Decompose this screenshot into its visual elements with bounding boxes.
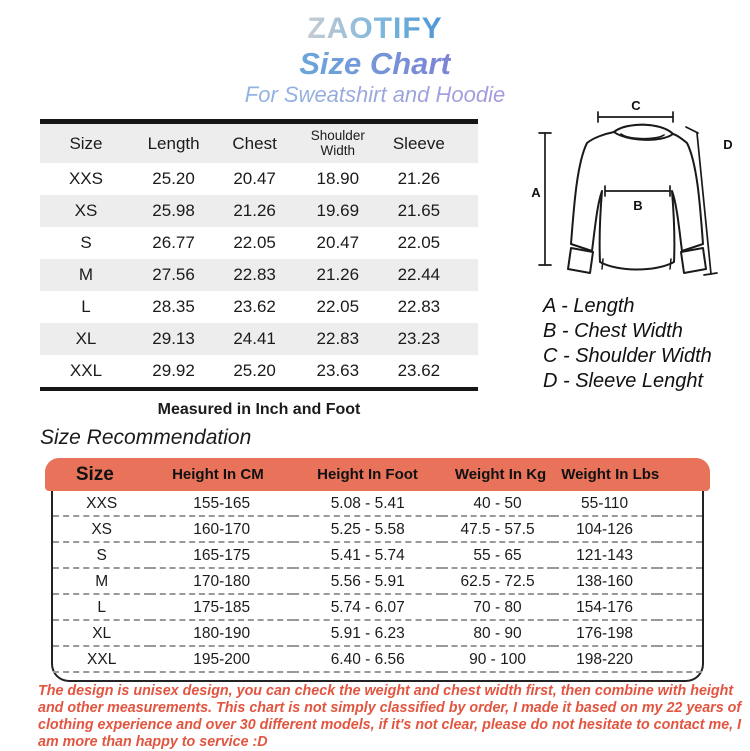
spacer-cell [456,291,478,323]
measurement-row [40,355,478,389]
spacer-cell [657,516,702,542]
recommendation-row [53,594,702,620]
weight-kg-cell: 70 - 80 [442,594,552,620]
weight-lbs-cell: 154-176 [553,594,657,620]
column-header-weight-kg: Weight In Kg [454,466,547,483]
brand-text: ZAOTIFY [307,12,443,45]
spacer-cell [657,491,702,516]
weight-lbs-cell: 121-143 [553,542,657,568]
chest-cell: 24.41 [233,329,276,348]
column-header-height-foot: Height In Foot [317,466,418,483]
sleeve-cell: 21.65 [397,201,441,220]
column-header-weight-lbs: Weight In Lbs [561,466,660,483]
spacer-cell [657,568,702,594]
shoulder-width-cell: 22.83 [316,329,360,348]
shoulder-width-cell: 18.90 [316,169,360,188]
size-cell: M [53,568,150,594]
size-cell: L [81,297,91,316]
measurement-row [40,259,478,291]
diagram-legend [543,294,712,394]
column-header-sleeve: Sleeve [382,122,456,164]
sleeve-cell: 23.23 [397,329,441,348]
recommendation-table-body [51,491,704,682]
height-foot-cell: 6.40 - 6.56 [293,646,442,672]
chest-cell: 22.05 [233,233,276,252]
weight-lbs-cell: 176-198 [553,620,657,646]
spacer-cell [456,122,478,164]
footer-note [38,683,750,751]
size-cell: M [78,265,94,284]
weight-kg-cell: 55 - 65 [442,542,552,568]
length-cell: 27.56 [152,265,195,284]
diagram-label-c: C [631,98,641,113]
column-header-length: Length [132,122,215,164]
spacer-cell [657,620,702,646]
sleeve-cell: 22.05 [397,233,441,252]
column-header-shoulder-width: Shoulder Width [294,122,382,164]
chest-cell: 23.62 [233,297,276,316]
spacer-cell [456,227,478,259]
length-cell: 28.35 [152,297,195,316]
chest-cell: 22.83 [233,265,276,284]
height-cm-cell: 175-185 [150,594,293,620]
height-foot-cell: 5.91 - 6.23 [293,620,442,646]
height-foot-cell: 5.41 - 5.74 [293,542,442,568]
height-cm-cell: 165-175 [150,542,293,568]
measurement-row [40,291,478,323]
weight-kg-cell: 40 - 50 [442,491,552,516]
column-header-height-cm: Height In CM [172,466,264,483]
sleeve-cell: 21.26 [397,169,441,188]
size-cell: XXL [69,361,103,380]
recommendation-row [53,568,702,594]
page-title [0,46,750,82]
footer-note-line: and other measurements. This chart is not simply classified by order, I made it based on my 22 years of [38,700,742,716]
diagram-label-b: B [633,198,643,213]
left-cuff [568,248,593,273]
shoulder-width-cell: 23.63 [316,361,360,380]
brand-title [0,12,750,46]
chest-cell: 21.26 [233,201,276,220]
size-cell: S [80,233,92,252]
footer-note-line: clothing experience and over 30 different models, if it's not clear, please do not hesitate to contact me, I [38,717,742,733]
size-cell: XS [74,201,98,220]
spacer-cell [456,163,478,195]
diagram-label-a: A [531,185,541,200]
recommendation-header-row [45,458,710,491]
sweatshirt-diagram [530,93,750,293]
recommendation-row [53,620,702,646]
size-cell: XL [75,329,97,348]
footer-note-line: am more than happy to service :D [38,734,268,750]
height-foot-cell: 5.74 - 6.07 [293,594,442,620]
weight-lbs-cell: 198-220 [553,646,657,672]
size-cell: XL [53,620,150,646]
height-cm-cell: 155-165 [150,491,293,516]
measurement-table [40,119,478,391]
size-cell: XXS [68,169,103,188]
size-cell: S [53,542,150,568]
measurement-row [40,195,478,227]
height-cm-cell: 170-180 [150,568,293,594]
column-header-chest: Chest [215,122,294,164]
spacer-cell [657,594,702,620]
weight-kg-cell: 90 - 100 [442,646,552,672]
length-cell: 25.20 [152,169,195,188]
measurement-row [40,227,478,259]
legend-item: C - Shoulder Width [543,345,712,367]
height-cm-cell: 195-200 [150,646,293,672]
weight-kg-cell: 47.5 - 57.5 [442,516,552,542]
column-header-size: Size [40,122,132,164]
weight-kg-cell: 80 - 90 [442,620,552,646]
length-cell: 26.77 [152,233,195,252]
legend-item: B - Chest Width [543,320,683,342]
shoulder-width-cell: 21.26 [316,265,360,284]
page-subtitle-text: For Sweatshirt and Hoodie [244,82,506,107]
shoulder-width-cell: 19.69 [316,201,360,220]
measurement-header-row [40,122,478,164]
length-cell: 29.92 [152,361,195,380]
spacer-cell [456,195,478,227]
weight-lbs-cell: 104-126 [553,516,657,542]
chest-cell: 25.20 [233,361,276,380]
footer-note-line: The design is unisex design, you can check the weight and chest width first, then combine with height [38,683,734,699]
measurement-row [40,323,478,355]
sleeve-cell: 22.44 [397,265,441,284]
size-recommendation-heading: Size Recommendation [40,426,252,449]
recommendation-row [53,646,702,672]
spacer-cell [657,646,702,672]
height-cm-cell: 180-190 [150,620,293,646]
length-cell: 25.98 [152,201,195,220]
size-cell: L [53,594,150,620]
weight-lbs-cell: 138-160 [553,568,657,594]
weight-lbs-cell: 55-110 [553,491,657,516]
spacer-cell [456,355,478,389]
height-foot-cell: 5.56 - 5.91 [293,568,442,594]
page-title-text: Size Chart [299,46,451,81]
recommendation-table [45,458,710,682]
recommendation-row [53,491,702,516]
height-cm-cell: 160-170 [150,516,293,542]
spacer-cell [657,542,702,568]
height-foot-cell: 5.08 - 5.41 [293,491,442,516]
size-cell: XS [53,516,150,542]
height-foot-cell: 5.25 - 5.58 [293,516,442,542]
diagram-label-d: D [723,137,733,152]
size-cell: XXL [53,646,150,672]
length-cell: 29.13 [152,329,195,348]
spacer-cell [456,323,478,355]
shoulder-width-cell: 20.47 [316,233,360,252]
measurement-row [40,163,478,195]
legend-item: D - Sleeve Lenght [543,370,704,392]
column-header-size: Size [75,463,114,485]
sleeve-cell: 23.62 [397,361,441,380]
chest-cell: 20.47 [233,169,276,188]
recommendation-row [53,516,702,542]
weight-kg-cell: 62.5 - 72.5 [442,568,552,594]
right-cuff [681,248,706,273]
sleeve-cell: 22.83 [397,297,441,316]
shoulder-width-cell: 22.05 [316,297,360,316]
spacer-cell [456,259,478,291]
legend-item: A - Length [543,295,635,317]
size-cell: XXS [53,491,150,516]
measurement-unit-note: Measured in Inch and Foot [157,401,361,418]
recommendation-row [53,542,702,568]
